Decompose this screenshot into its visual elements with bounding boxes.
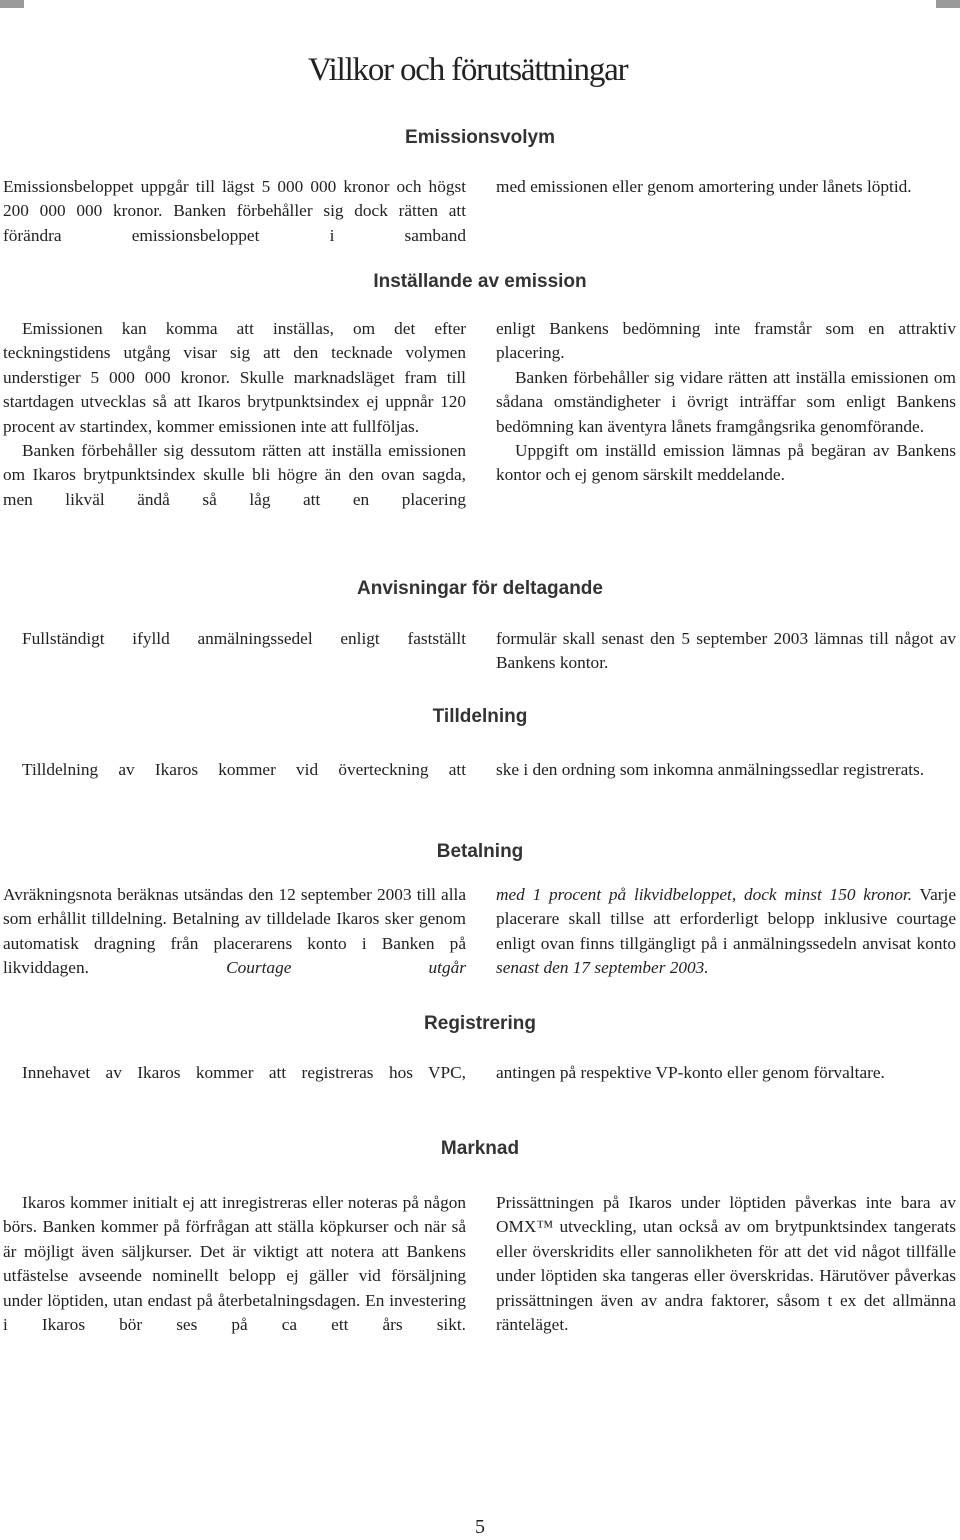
paragraph: ske i den ordning som inkomna anmälningssedlar registrerats. xyxy=(496,760,925,779)
section-heading-tilldelning: Tilldelning xyxy=(432,706,528,727)
paragraph: Innehavet av Ikaros kommer att registreras hos VPC, xyxy=(22,1063,466,1082)
section-heading-registrering: Registrering xyxy=(424,1013,536,1034)
paragraph: antingen på respektive VP-konto eller genom förvaltare. xyxy=(496,1063,885,1082)
paragraph: Prissättningen på Ikaros under löptiden påverkas inte bara av OMX™ utveckling, utan också av om brytpunktsindex tangerats eller överskridits eller sannolikheten för att det vid något tillfälle under löptiden ska tangeras eller överskridas. Härutöver påverkas prissättningen även av andra faktorer, såsom t ex det allmänna ränteläget. xyxy=(496,1193,956,1335)
paragraph: Uppgift om inställd emission lämnas på begäran av Bankens kontor och ej genom särskilt meddelande. xyxy=(496,441,956,485)
paragraph: enligt Bankens bedömning inte framstår som en attraktiv placering. xyxy=(496,319,956,363)
italic-text-run: med 1 procent på likvidbeloppet, dock minst 150 kronor. xyxy=(496,885,913,904)
paragraph: Tilldelning av Ikaros kommer vid överteckning att xyxy=(22,760,466,779)
anvisningar-left-text xyxy=(3,627,466,651)
section-heading-marknad: Marknad xyxy=(440,1138,520,1159)
text-run: Avräkningsnota beräknas utsändas den 12 september 2003 till alla som erhållit tilldelning. Betalning av tilldelade Ikaros sker genom automatisk dragning från placerarens konto i Banken på likviddagen. xyxy=(3,885,466,978)
corner-mark-right xyxy=(936,0,960,8)
page-title: Villkor och förutsättningar xyxy=(308,52,628,88)
section-heading-betalning: Betalning xyxy=(436,841,524,862)
marknad-left-text xyxy=(3,1191,466,1337)
paragraph: Ikaros kommer initialt ej att inregistreras eller noteras på någon börs. Banken kommer på förfrågan att ställa köpkurser och när så är möjligt även säljkurser. Det är viktigt att notera att Bankens utfästelse avseende nominellt belopp ej gäller vid försäljning under löptiden, utan endast på återbetalningsdagen. En investering i Ikaros bör ses på ca ett års sikt. xyxy=(3,1193,466,1335)
italic-text-run: Courtage utgår xyxy=(226,958,466,978)
paragraph xyxy=(496,883,956,981)
paragraph: formulär skall senast den 5 september 2003 lämnas till något av Bankens kontor. xyxy=(496,629,956,673)
registrering-right-text xyxy=(496,1061,956,1085)
corner-mark-left xyxy=(0,0,24,8)
betalning-left-text xyxy=(3,883,466,981)
betalning-right-text xyxy=(496,883,956,981)
installande-right-text xyxy=(496,317,956,488)
paragraph: Fullständigt ifylld anmälningssedel enligt fastställt xyxy=(22,629,466,648)
section-heading-anvisningar: Anvisningar för deltagande xyxy=(357,578,603,599)
paragraph: med emissionen eller genom amortering under lånets löptid. xyxy=(496,177,912,196)
tilldelning-left-text xyxy=(3,758,466,782)
installande-left-text xyxy=(3,317,466,512)
emissionsvolym-left-text xyxy=(3,175,466,248)
paragraph: Banken förbehåller sig vidare rätten att inställa emissionen om sådana omständigheter i övrigt inträffar som enligt Bankens bedömning kan äventyra lånets framgångsrika genomförande. xyxy=(496,367,956,436)
paragraph: Emissionen kan komma att inställas, om det efter teckningstidens utgång visar sig att den tecknade volymen understiger 5 000 000 kronor. Skulle marknadsläget fram till startdagen utvecklas så att Ikaros brytpunktsindex ej uppnår 120 procent av startindex, kommer emissionen inte att fullföljas. xyxy=(3,319,466,436)
section-heading-emissionsvolym: Emissionsvolym xyxy=(405,127,555,148)
text-run: Varje placerare skall tillse att erforderligt belopp inklusive courtage enligt ovan finns tillgängligt på i anmälningssedeln anvisat konto xyxy=(496,885,956,953)
tilldelning-right-text xyxy=(496,758,956,782)
registrering-left-text xyxy=(3,1061,466,1085)
anvisningar-right-text xyxy=(496,627,956,676)
paragraph: Banken förbehåller sig dessutom rätten att inställa emissionen om Ikaros brytpunktsindex skulle bli högre än den ovan sagda, men likväl ändå så låg att en placering xyxy=(3,441,466,509)
section-heading-installande: Inställande av emission xyxy=(373,271,587,292)
marknad-right-text xyxy=(496,1191,956,1337)
page-number: 5 xyxy=(475,1516,485,1538)
paragraph: Emissionsbeloppet uppgår till lägst 5 000 000 kronor och högst 200 000 000 kronor. Banken förbehåller sig dock rätten att förändra emissionsbeloppet i samband xyxy=(3,177,466,245)
paragraph xyxy=(3,883,466,981)
emissionsvolym-right-text xyxy=(496,175,956,199)
italic-text-run: senast den 17 september 2003. xyxy=(496,958,709,978)
